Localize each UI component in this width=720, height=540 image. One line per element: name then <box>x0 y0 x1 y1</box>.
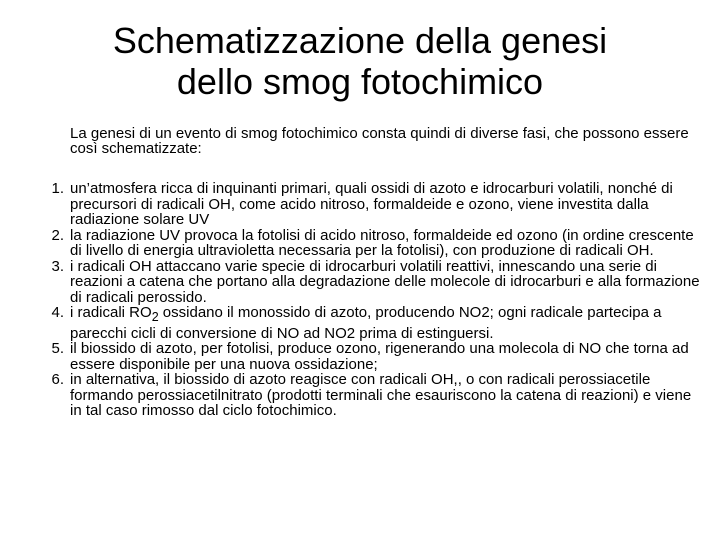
list-item <box>0 259 700 306</box>
list-item-text: i radicali OH attaccano varie specie di idrocarburi volatili reattivi, innescando una serie di reazioni a catena che portano alla degradazione delle molecole di idrocarburi e alla formazione di radicali perossido. <box>70 257 700 306</box>
list-item <box>0 372 700 419</box>
intro-paragraph: La genesi di un evento di smog fotochimico consta quindi di diverse fasi, che possono essere così schematizzate: <box>70 125 689 157</box>
list-number: 2. <box>51 226 64 244</box>
list-number: 5. <box>51 340 64 357</box>
list-item <box>0 341 700 372</box>
steps-list <box>0 181 700 419</box>
list-number: 4. <box>51 304 64 321</box>
title-line-1: Schematizzazione della genesi <box>112 20 608 61</box>
list-item-text-after: ossidano il monossido di azoto, producendo NO2; ogni radicale partecipa a parecchi cicli di conversione di NO ad NO2 prima di estinguersi. <box>70 304 662 342</box>
slide-title <box>60 20 660 102</box>
title-line-2: dello smog fotochimico <box>176 61 544 102</box>
list-number: 3. <box>51 257 64 275</box>
list-item <box>0 228 700 259</box>
subscript-2: 2 <box>151 310 159 324</box>
list-number: 6. <box>51 371 64 388</box>
list-number: 1. <box>51 180 64 197</box>
list-item <box>0 181 700 228</box>
list-item-text: la radiazione UV provoca la fotolisi di acido nitroso, formaldeide ed ozono (in ordine crescente di livello di energia ultravioletta necessaria per la fotolisi), con produzione di radicali OH. <box>70 226 694 259</box>
list-item-text: il biossido di azoto, per fotolisi, produce ozono, rigenerando una molecola di NO che torna ad essere disponibile per una nuova ossidazione; <box>70 340 689 373</box>
list-item-text-before: i radicali RO <box>70 304 152 321</box>
list-item-text: in alternativa, il biossido di azoto reagisce con radicali OH,, o con radicali perossiacetile formando perossiacetilnitrato (prodotti terminali che esauriscono la catena di reazioni) e viene in tal caso rimosso dal ciclo fotochimico. <box>70 371 692 419</box>
list-item-text: un’atmosfera ricca di inquinanti primari, quali ossidi di azoto e idrocarburi volatili, nonché di precursori di radicali OH, come acido nitroso, formaldeide e ozono, viene investita dalla radiazione solare UV <box>70 180 673 228</box>
list-item <box>0 305 700 341</box>
